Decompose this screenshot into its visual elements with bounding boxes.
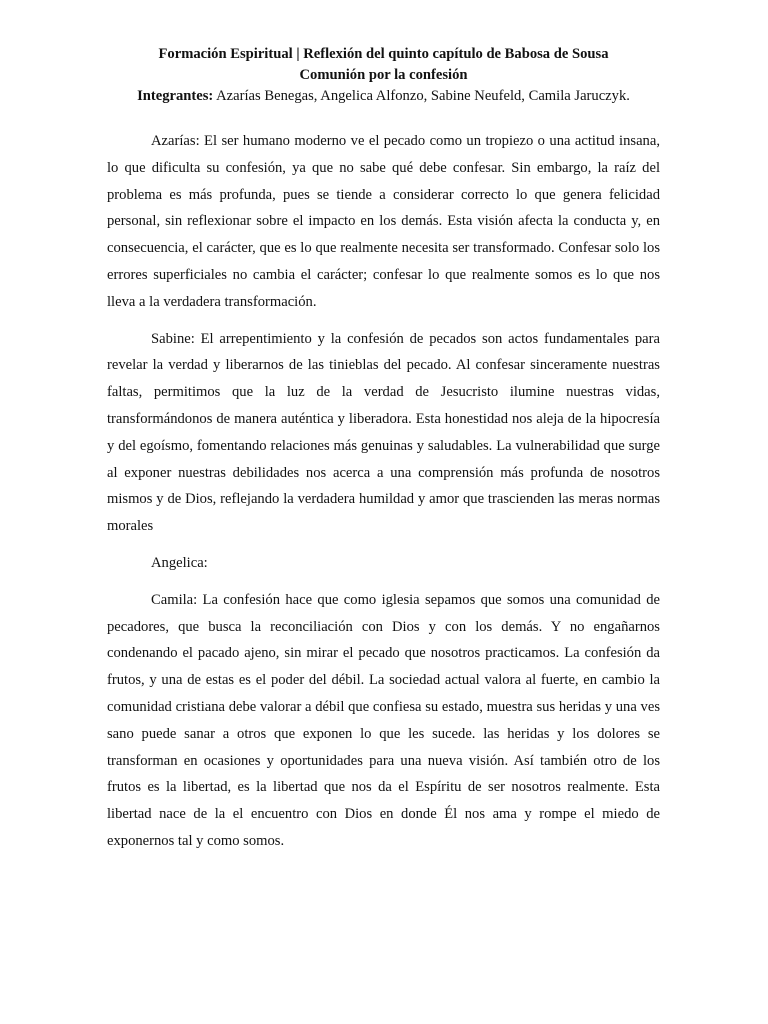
document-body bbox=[107, 128, 660, 855]
paragraph-sabine: Sabine: El arrepentimiento y la confesión de pecados son actos fundamentales para revelar la verdad y liberarnos de las tinieblas del pecado. Al confesar sinceramente nuestras faltas, permitimos que la luz de la verdad de Jesucristo ilumine nuestras vidas, transformándonos de manera auténtica y liberadora. Esta honestidad nos aleja de la hipocresía y del egoísmo, fomentando relaciones más genuinas y saludables. La vulnerabilidad que surge al exponer nuestras debilidades nos acerca a una comprensión más profunda de nosotros mismos y de Dios, reflejando la verdadera humildad y amor que trascienden las meras normas morales bbox=[107, 330, 660, 535]
document-subtitle: Comunión por la confesión bbox=[299, 67, 468, 83]
members-label: Integrantes: bbox=[137, 88, 214, 104]
document-title: Formación Espiritual | Reflexión del quinto capítulo de Babosa de Sousa bbox=[158, 46, 609, 62]
document-page bbox=[107, 44, 660, 865]
document-header bbox=[107, 44, 660, 107]
paragraph-angelica: Angelica: bbox=[151, 554, 208, 571]
members-names: Azarías Benegas, Angelica Alfonzo, Sabine Neufeld, Camila Jaruczyk. bbox=[213, 88, 630, 104]
paragraph-azarias: Azarías: El ser humano moderno ve el pecado como un tropiezo o una actitud insana, lo que dificulta su confesión, ya que no sabe qué debe confesar. Sin embargo, la raíz del problema es más profunda, pues se tiende a considerar correcto lo que genera felicidad personal, sin reflexionar sobre el impacto en los demás. Esta visión afecta la conducta y, en consecuencia, el carácter, que es lo que realmente necesita ser transformado. Confesar solo los errores superficiales no cambia el carácter; confesar lo que realmente somos es lo que nos lleva a la verdadera transformación. bbox=[107, 133, 660, 310]
paragraph-camila: Camila: La confesión hace que como iglesia sepamos que somos una comunidad de pecadores, que busca la reconciliación con Dios y con los demás. Y no engañarnos condenando el pacado ajeno, sin mirar el pecado que nosotros practicamos. La confesión da frutos, y una de estas es el poder del débil. La sociedad actual valora al fuerte, en cambio la comunidad cristiana debe valorar a débil que confiesa su estado, muestra sus heridas y una ves sano puede sanar a otros que exponen lo que les sucede. las heridas y los dolores se transforman en ocasiones y oportunidades para una nueva visión. Así también otro de los frutos es la libertad, es la libertad que nos da el Espíritu de ser nosotros realmente. Esta libertad nace de la el encuentro con Dios en donde Él nos ama y rompe el miedo de exponernos tal y como somos. bbox=[107, 591, 660, 849]
members-line bbox=[107, 86, 660, 107]
